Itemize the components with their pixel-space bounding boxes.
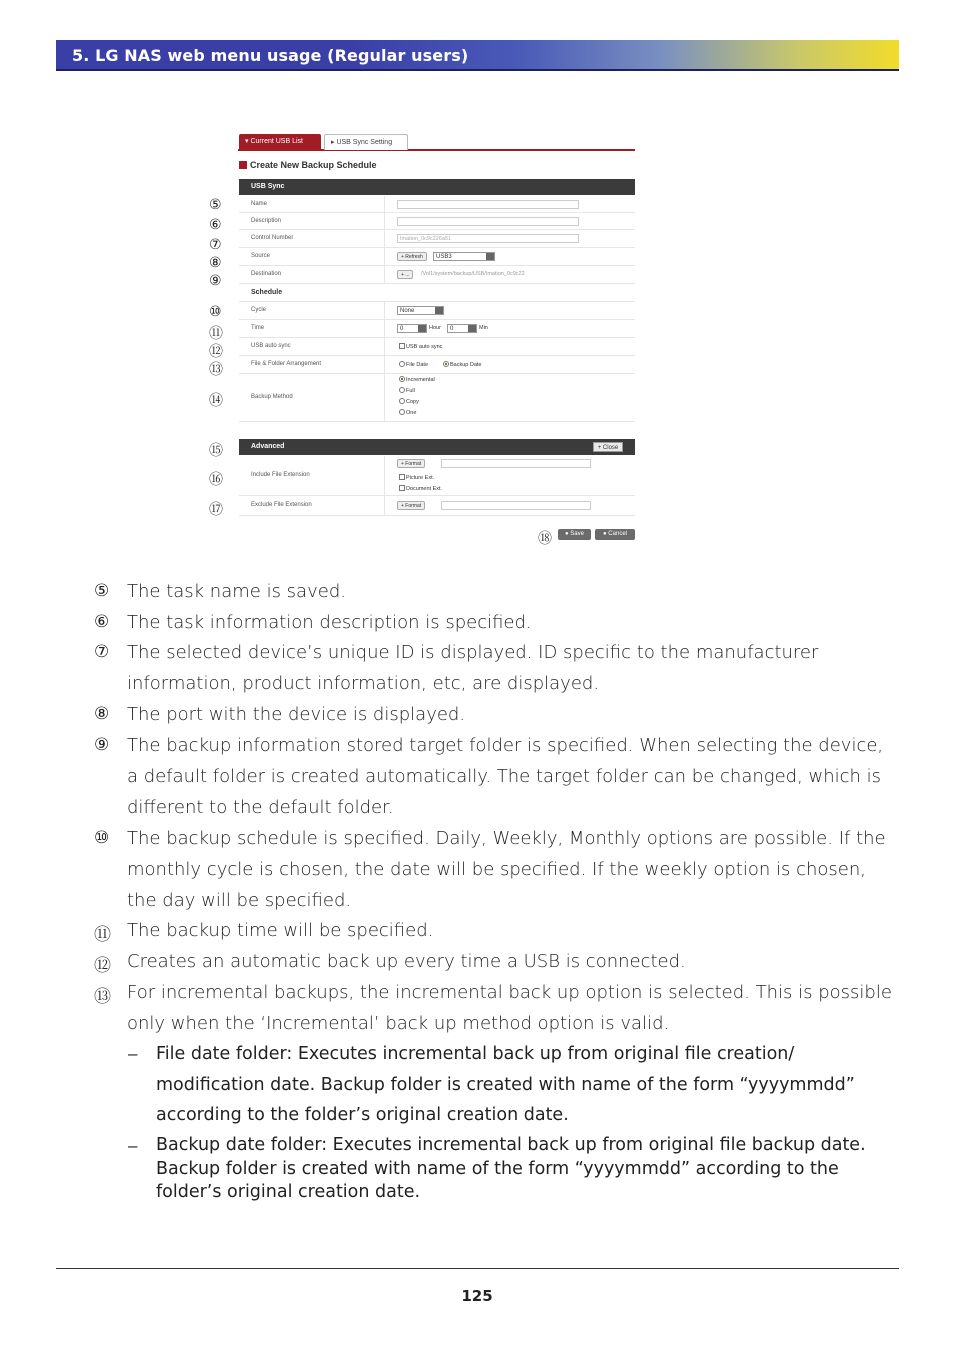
advanced-bar	[239, 439, 635, 455]
method-full[interactable]	[399, 387, 415, 394]
item-text: Creates an automatic back up every time a USB is connected.	[127, 951, 686, 972]
method-copy[interactable]	[399, 398, 419, 405]
sub-item-dash: –	[128, 1136, 138, 1155]
refresh-button[interactable]: + Refresh	[397, 252, 427, 261]
source-select-value: USB3	[436, 254, 452, 260]
callout-10: ⑩	[209, 304, 222, 320]
name-label: Name	[251, 201, 268, 207]
hour-label: Hour	[429, 325, 441, 331]
min-dropdown-icon	[468, 325, 476, 332]
item-text: For incremental backups, the incremental back up option is selected. This is possible only when the ‘Incremental’ back up method option is valid.	[127, 982, 892, 1034]
item-text: The backup schedule is specified. Daily, Weekly, Monthly options are possible. If the monthly cycle is chosen, the date will be specified. If the weekly option is chosen, the day will be specified.	[127, 828, 886, 911]
file-date-option[interactable]	[399, 361, 428, 368]
callout-9: ⑨	[209, 273, 222, 289]
method-full-text: Full	[406, 388, 415, 394]
row-name	[239, 196, 635, 213]
callout-6: ⑥	[209, 217, 222, 233]
name-input[interactable]	[397, 200, 579, 209]
item-text: The backup information stored target folder is specified. When selecting the device, a default folder is created automatically. The target folder can be changed, which is different to the default folder.	[127, 735, 884, 818]
row-arrangement	[239, 356, 635, 374]
exclude-ext-input[interactable]	[441, 501, 591, 510]
row-time	[239, 320, 635, 338]
source-dropdown-icon	[486, 253, 494, 260]
callout-14: ⑭	[209, 393, 223, 409]
tab-usb-sync-setting[interactable]: ▸ USB Sync Setting	[324, 134, 408, 150]
row-schedule	[239, 284, 635, 302]
min-label: Min	[479, 325, 488, 331]
row-control-number	[239, 230, 635, 248]
min-select-value: 0	[450, 326, 454, 332]
sub-item-text: Backup date folder: Executes incremental back up from original file backup date. Backup folder is created with name of the form “yyyymmdd” according to the folder’s original creation date.	[156, 1135, 866, 1202]
backup-date-radio[interactable]	[443, 361, 449, 367]
callout-12: ⑫	[209, 344, 223, 360]
picture-ext-option[interactable]	[399, 474, 434, 481]
advanced-bar-label: Advanced	[251, 443, 285, 450]
cancel-button[interactable]: ● Cancel	[595, 529, 635, 540]
document-ext-text: Document Ext.	[406, 486, 443, 492]
item-text: The task name is saved.	[127, 581, 346, 602]
callout-16: ⑯	[209, 472, 223, 488]
sub-item-text: File date folder: Executes incremental back up from original file creation/ modification date. Backup folder is created with name of the form “yyyymmdd” according to the folder’s original creation date.	[156, 1044, 855, 1125]
row-source	[239, 248, 635, 266]
hour-select-value: 0	[400, 326, 404, 332]
page-number: 125	[461, 1287, 493, 1305]
usb-sync-bar: USB Sync	[239, 179, 635, 195]
method-incremental[interactable]	[399, 376, 435, 383]
item-number: ⑩	[94, 828, 110, 848]
backup-schedule-title-text: Create New Backup Schedule	[250, 160, 377, 170]
chapter-header	[56, 40, 899, 71]
usb-auto-sync-option[interactable]	[399, 343, 442, 350]
row-include-ext	[239, 456, 635, 496]
cycle-label: Cycle	[251, 307, 267, 313]
item-number: ⑥	[94, 612, 110, 632]
row-exclude-ext	[239, 496, 635, 516]
destination-path: /Vol1/system/backup/USB/Imation_0c9c22	[421, 271, 525, 277]
destination-browse-button[interactable]: + ...	[397, 270, 413, 279]
method-copy-radio[interactable]	[399, 398, 405, 404]
save-button[interactable]: ● Save	[558, 529, 591, 540]
method-incremental-text: Incremental	[406, 377, 435, 383]
source-select[interactable]	[433, 252, 495, 261]
method-one-radio[interactable]	[399, 409, 405, 415]
document-ext-checkbox[interactable]	[399, 485, 405, 491]
callout-8: ⑧	[209, 255, 222, 271]
backup-schedule-title	[239, 160, 377, 170]
control-number-field: Imation_0c9c226a51	[397, 234, 579, 243]
callout-7: ⑦	[209, 237, 222, 253]
tab-bar	[238, 133, 635, 151]
description-label: Description	[251, 218, 282, 224]
item-text: The backup time will be specified.	[127, 920, 434, 941]
item-number: ⑧	[94, 704, 110, 724]
method-full-radio[interactable]	[399, 387, 405, 393]
usb-auto-sync-label: USB auto sync	[251, 343, 291, 349]
picture-ext-text: Picture Ext.	[406, 475, 435, 481]
cycle-select[interactable]	[397, 306, 444, 315]
row-destination	[239, 266, 635, 284]
chapter-title: 5. LG NAS web menu usage (Regular users)	[72, 46, 469, 65]
description-input[interactable]	[397, 217, 579, 226]
exclude-ext-label: Exclude File Extension	[251, 502, 312, 508]
item-number: ⑨	[94, 735, 110, 755]
item-text: The selected device’s unique ID is displayed. ID specific to the manufacturer information, product information, etc, are displayed.	[127, 642, 819, 694]
method-copy-text: Copy	[406, 399, 419, 405]
include-ext-input[interactable]	[441, 459, 591, 468]
usb-sync-screenshot	[238, 133, 635, 543]
row-description	[239, 213, 635, 230]
include-ext-label: Include File Extension	[251, 472, 310, 478]
picture-ext-checkbox[interactable]	[399, 474, 405, 480]
item-number: ⑦	[94, 642, 110, 662]
method-one-text: One	[406, 410, 417, 416]
item-number: ⑤	[94, 581, 110, 601]
footer-divider	[56, 1268, 899, 1269]
usb-auto-sync-checkbox[interactable]	[399, 343, 405, 349]
callout-13: ⑬	[209, 362, 223, 378]
hour-select[interactable]	[397, 324, 427, 333]
backup-date-text: Backup Date	[450, 362, 482, 368]
exclude-format-button[interactable]: + Format	[397, 501, 425, 510]
source-label: Source	[251, 253, 271, 259]
include-format-button[interactable]: + Format	[397, 459, 425, 468]
arrangement-label: File & Folder Arrangement	[251, 361, 322, 367]
schedule-heading: Schedule	[251, 289, 283, 296]
cycle-select-value: None	[400, 308, 415, 314]
min-select[interactable]	[447, 324, 477, 333]
method-incremental-radio[interactable]	[399, 376, 405, 382]
callout-5: ⑤	[209, 197, 222, 213]
document-ext-option[interactable]	[399, 485, 442, 492]
callout-15: ⑮	[209, 443, 223, 459]
method-one[interactable]	[399, 409, 416, 416]
item-text: The port with the device is displayed.	[127, 704, 466, 725]
close-button[interactable]: + Close	[593, 442, 623, 452]
cycle-dropdown-icon	[435, 307, 443, 314]
destination-label: Destination	[251, 271, 282, 277]
sub-item-dash: –	[128, 1044, 138, 1063]
control-number-label: Control Number	[251, 235, 294, 241]
file-date-radio[interactable]	[399, 361, 405, 367]
title-marker-icon	[239, 161, 247, 169]
hour-dropdown-icon	[418, 325, 426, 332]
item-number: ⑫	[94, 956, 111, 976]
file-date-text: File Date	[406, 362, 429, 368]
time-label: Time	[251, 325, 265, 331]
backup-date-option[interactable]	[443, 361, 482, 368]
callout-18: ⑱	[538, 531, 552, 547]
usb-auto-sync-option-text: USB auto sync	[406, 344, 443, 350]
row-cycle	[239, 302, 635, 320]
item-number: ⑬	[94, 987, 111, 1007]
item-text: The task information description is specified.	[127, 612, 532, 633]
item-number: ⑪	[94, 925, 111, 945]
row-usb-auto-sync	[239, 338, 635, 356]
callout-11: ⑪	[209, 326, 223, 342]
row-backup-method	[239, 374, 635, 422]
backup-method-label: Backup Method	[251, 394, 293, 400]
tab-current-usb-list[interactable]: ▾ Current USB List	[239, 134, 321, 150]
callout-17: ⑰	[209, 502, 223, 518]
